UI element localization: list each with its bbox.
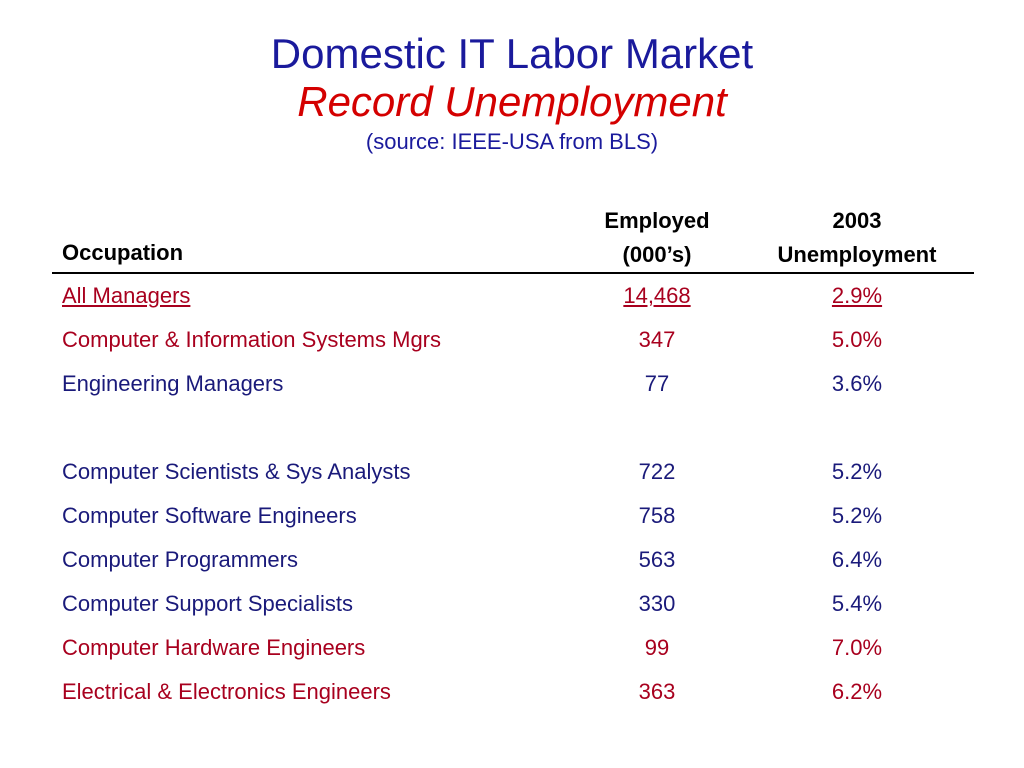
row-spacer [52, 406, 974, 450]
employed-cell: 563 [638, 547, 676, 572]
employed-cell: 330 [638, 591, 676, 616]
occupation-cell: Computer Scientists & Sys Analysts [62, 459, 411, 484]
source-note: (source: IEEE-USA from BLS) [365, 129, 659, 154]
occupation-cell: Computer Support Specialists [62, 591, 354, 616]
column-header-unemployment [750, 204, 964, 272]
table-row [52, 582, 974, 626]
unemployment-cell: 5.2% [831, 503, 883, 528]
table-row [52, 670, 974, 714]
occupation-cell: Computer Programmers [62, 547, 298, 572]
column-header-employed-line1: Employed [604, 208, 710, 233]
column-header-unemployment-line1: 2003 [832, 208, 882, 233]
occupation-cell: Electrical & Electronics Engineers [62, 679, 391, 704]
column-header-employed-line2: (000’s) [622, 242, 692, 267]
page-subtitle: Record Unemployment [297, 78, 727, 125]
occupation-cell: Computer Hardware Engineers [62, 635, 366, 660]
table-row [52, 626, 974, 670]
employed-cell: 77 [644, 371, 670, 396]
table-row [52, 538, 974, 582]
unemployment-table [52, 204, 974, 714]
table-row [52, 494, 974, 538]
employed-cell: 347 [638, 327, 676, 352]
column-header-employed [577, 204, 737, 272]
column-header-unemployment-line2: Unemployment [777, 242, 937, 267]
unemployment-cell: 3.6% [831, 371, 883, 396]
employed-cell: 722 [638, 459, 676, 484]
page-title: Domestic IT Labor Market [270, 30, 754, 77]
unemployment-cell: 5.2% [831, 459, 883, 484]
unemployment-cell: 5.0% [831, 327, 883, 352]
employed-cell: 14,468 [623, 283, 691, 308]
title-block [0, 30, 1024, 158]
unemployment-cell: 6.4% [831, 547, 883, 572]
column-header-occupation: Occupation [62, 240, 184, 265]
table-row [52, 362, 974, 406]
occupation-cell: Computer Software Engineers [62, 503, 357, 528]
employed-cell: 758 [638, 503, 676, 528]
occupation-cell: Engineering Managers [62, 371, 284, 396]
unemployment-cell: 6.2% [831, 679, 883, 704]
occupation-cell: Computer & Information Systems Mgrs [62, 327, 442, 352]
table-row [52, 274, 974, 318]
unemployment-cell: 7.0% [831, 635, 883, 660]
employed-cell: 363 [638, 679, 676, 704]
table-header [52, 204, 974, 274]
unemployment-cell: 2.9% [831, 283, 883, 308]
table-row [52, 450, 974, 494]
table-row [52, 318, 974, 362]
unemployment-cell: 5.4% [831, 591, 883, 616]
employed-cell: 99 [644, 635, 670, 660]
occupation-cell: All Managers [62, 283, 191, 308]
